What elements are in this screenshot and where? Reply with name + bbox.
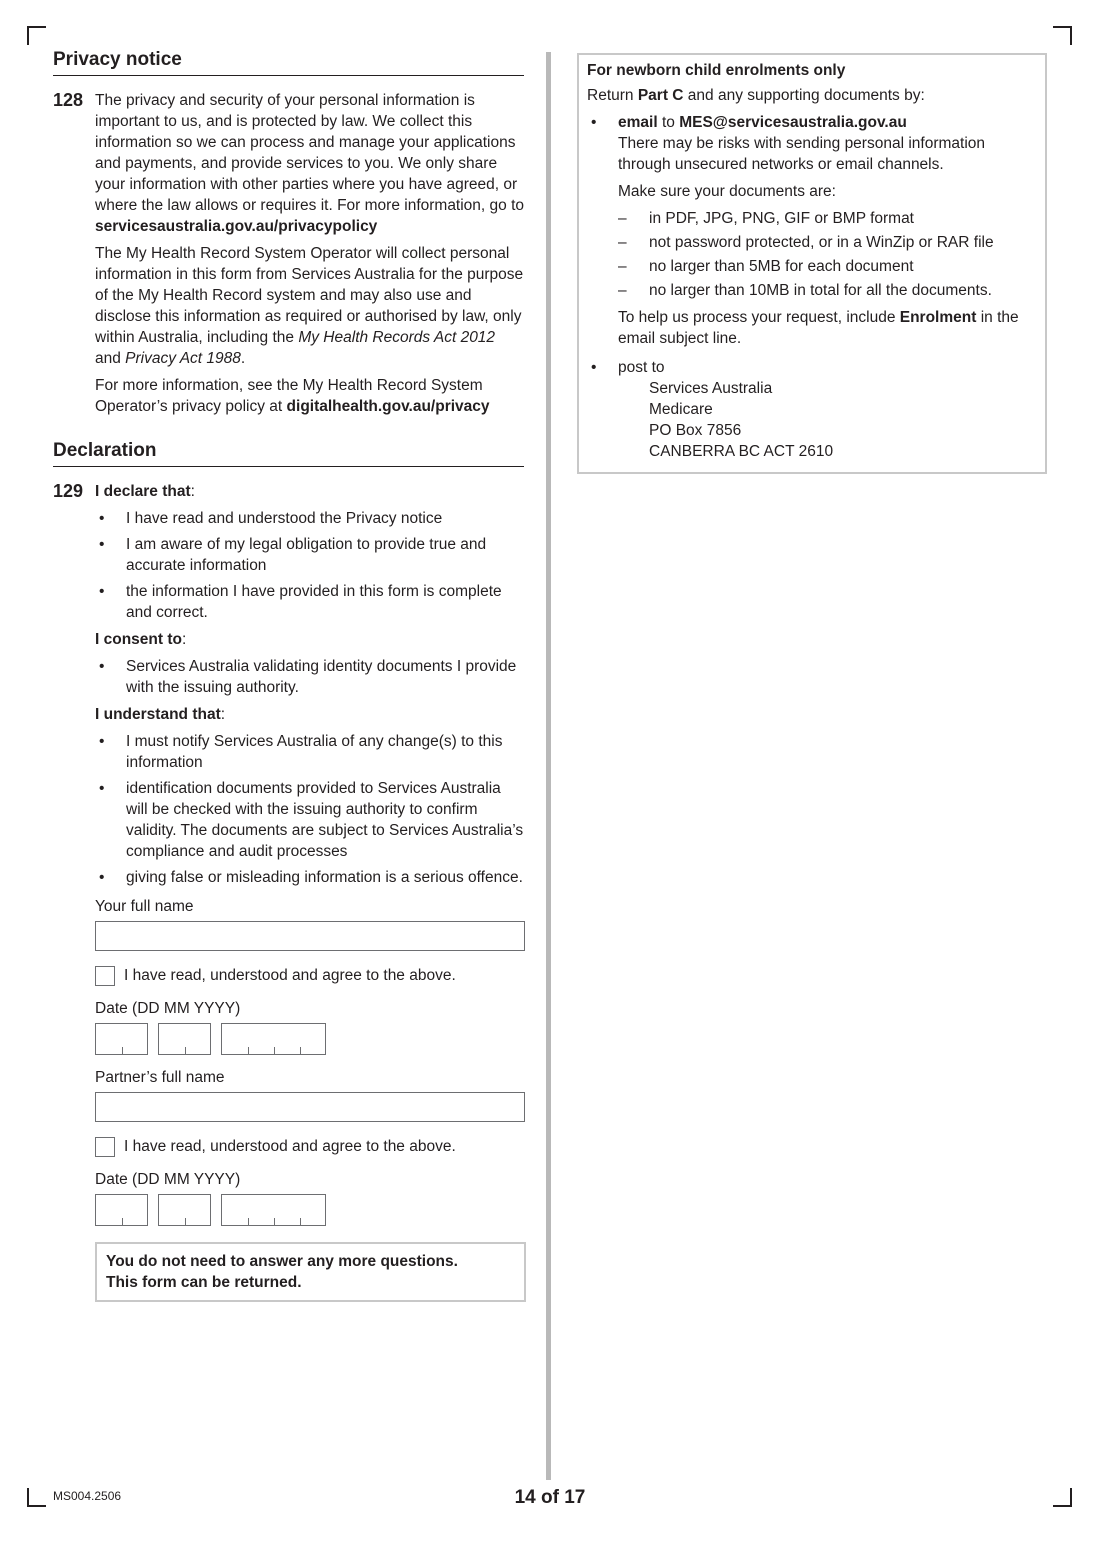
list-item: • the information I have provided in this form is complete and correct.: [95, 581, 524, 623]
partner-date-year-field[interactable]: [221, 1194, 326, 1226]
date-field: [95, 1023, 524, 1055]
email-address-link[interactable]: MES@servicesaustralia.gov.au: [679, 114, 907, 131]
newborn-enrolment-box: [577, 53, 1047, 474]
partner-date-month-field[interactable]: [158, 1194, 211, 1226]
crop-mark-top-left-h: [27, 26, 46, 28]
list-item: • identification documents provided to Services Australia will be checked with the issuing authority to confirm validity. The documents are subject to Services Australia’s compliance and audit processes: [95, 778, 524, 862]
question-128: [53, 90, 524, 417]
question-number: 129: [53, 481, 84, 501]
partner-date-label: Date (DD MM YYYY): [95, 1171, 241, 1188]
privacy-paragraph-2: The My Health Record System Operator will collect personal information in this form from Services Australia for the purpose of the My Health Record system and may also use and disclose this information as required or authorised by law, only within Australia, including the My Health Records Act 2012 and Privacy Act 1988.: [95, 245, 524, 367]
date-year-field[interactable]: [221, 1023, 326, 1055]
consent-heading: I consent to:: [95, 631, 187, 648]
full-name-field[interactable]: [95, 921, 525, 951]
partner-agree-label: I have read, understood and agree to the above.: [124, 1138, 456, 1155]
postal-address: [618, 378, 1037, 462]
list-item: – not password protected, or in a WinZip or RAR file: [618, 232, 1037, 253]
list-item: • I have read and understood the Privacy notice: [95, 508, 524, 529]
declaration-title: Declaration: [53, 439, 524, 467]
list-item: • giving false or misleading information is a serious offence.: [95, 867, 524, 888]
make-sure-heading: Make sure your documents are:: [618, 183, 836, 200]
right-column: [577, 53, 1047, 474]
full-name-label: Your full name: [95, 898, 194, 915]
email-risk-note: There may be risks with sending personal information through unsecured networks or email channels.: [618, 135, 986, 173]
list-item: – no larger than 10MB in total for all the documents.: [618, 280, 1037, 301]
form-code: MS004.2506: [53, 1489, 122, 1503]
list-item: • I am aware of my legal obligation to provide true and accurate information: [95, 534, 524, 576]
privacy-paragraph-1: The privacy and security of your personal information is important to us, and is protected by law. We collect this information so we can process and manage your applications and payments, and provide services to you. We only share your information with other parties where you have agreed, or where the law allows or requires it. For more information, go to servicesaustralia.gov.au/privacypolicy: [95, 92, 525, 235]
subject-line-instruction: To help us process your request, include Enrolment in the email subject line.: [618, 309, 1019, 347]
understand-heading: I understand that:: [95, 706, 226, 723]
newborn-box-title: For newborn child enrolments only: [587, 62, 846, 79]
list-item: • Services Australia validating identity documents I provide with the issuing authority.: [95, 656, 524, 698]
return-methods: [587, 112, 1037, 462]
partner-name-label: Partner’s full name: [95, 1069, 225, 1086]
partner-date-field: [95, 1194, 524, 1226]
notice-line: This form can be returned.: [106, 1274, 302, 1291]
partner-agree-row: [95, 1136, 524, 1157]
declare-list: [95, 508, 524, 623]
privacy-notice-title: Privacy notice: [53, 48, 524, 76]
address-line: Medicare: [649, 401, 713, 418]
address-line: CANBERRA BC ACT 2610: [649, 443, 834, 460]
digital-health-privacy-link[interactable]: digitalhealth.gov.au/privacy: [286, 398, 490, 415]
act-name: My Health Records Act 2012: [298, 329, 496, 346]
return-intro: Return Part C and any supporting documents by:: [587, 87, 925, 104]
question-129: [53, 481, 524, 1302]
address-line: PO Box 7856: [649, 422, 742, 439]
list-item: – in PDF, JPG, PNG, GIF or BMP format: [618, 208, 1037, 229]
crop-mark-top-right-v: [1070, 26, 1072, 45]
post-to-label: • post to: [618, 359, 665, 376]
date-month-field[interactable]: [158, 1023, 211, 1055]
email-method: • email to MES@servicesaustralia.gov.au There may be risks with sending personal information through unsecured networks or email channels. Make sure your documents are: – in PDF, JPG, PNG, GIF or BMP format – not password protected, or in a WinZip or RAR file – no larger than 5MB for each document – no larger than 10MB in total for all the documents. To help us process your request, include Enrolment in the email subject line.: [587, 112, 1037, 349]
address-line: Services Australia: [649, 380, 773, 397]
partner-name-field[interactable]: [95, 1092, 525, 1122]
list-item: – no larger than 5MB for each document: [618, 256, 1037, 277]
privacy-paragraph-3: For more information, see the My Health Record System Operator’s privacy policy at digitalhealth.gov.au/privacy: [95, 377, 490, 415]
crop-mark-top-left-v: [27, 26, 29, 45]
privacy-policy-link[interactable]: servicesaustralia.gov.au/privacypolicy: [95, 218, 378, 235]
declare-heading: I declare that:: [95, 483, 195, 500]
partner-date-day-field[interactable]: [95, 1194, 148, 1226]
question-number: 128: [53, 90, 84, 110]
document-rules: [618, 208, 1037, 301]
page-number: 14 of 17: [514, 1487, 586, 1508]
date-day-field[interactable]: [95, 1023, 148, 1055]
partner-agree-checkbox[interactable]: [95, 1137, 115, 1157]
left-column: [53, 48, 524, 1302]
agree-checkbox[interactable]: [95, 966, 115, 986]
post-method: [587, 357, 1037, 462]
act-name: Privacy Act 1988: [125, 350, 241, 367]
understand-list: [95, 731, 524, 888]
list-item: • I must notify Services Australia of any change(s) to this information: [95, 731, 524, 773]
column-divider: [546, 52, 551, 1480]
form-complete-notice: [95, 1242, 526, 1302]
agree-label: I have read, understood and agree to the above.: [124, 967, 456, 984]
consent-list: [95, 656, 524, 698]
date-label: Date (DD MM YYYY): [95, 1000, 241, 1017]
agree-row: [95, 965, 524, 986]
notice-line: You do not need to answer any more questions.: [106, 1253, 458, 1270]
